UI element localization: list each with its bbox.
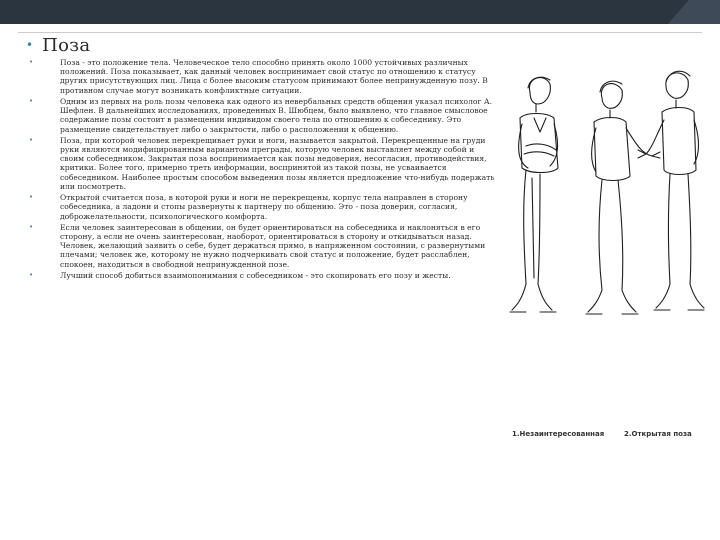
- list-item: [26, 136, 496, 191]
- bullet-icon: •: [29, 135, 34, 144]
- bullet-icon: •: [26, 38, 34, 52]
- figure-open-posture: [586, 81, 660, 314]
- list-item: [26, 58, 496, 95]
- list-item: [26, 97, 496, 134]
- bullet-text: Лучший способ добиться взаимопонимания с собеседником - это скопировать его позу и жесты.: [60, 270, 451, 280]
- posture-drawing: [506, 58, 706, 370]
- top-bar-accent: [668, 0, 720, 24]
- posture-illustration: [506, 58, 706, 438]
- bullet-icon: •: [29, 222, 34, 231]
- list-item: [26, 193, 496, 221]
- bullet-text: Поза - это положение тела. Человеческое тело способно принять около 1000 устойчивых различных положений. Поза показывает, как данный человек воспринимает свой статус по отношению к статусу других присутствующих лиц. Лица с более высоким статусом принимают более непринужденную позу. В противном случае могут возникать конфликтные ситуации.: [60, 58, 488, 95]
- header-rule: [18, 32, 702, 33]
- list-item: [26, 271, 496, 280]
- title-row: [26, 34, 90, 56]
- bullet-icon: •: [29, 58, 34, 66]
- bullet-icon: •: [29, 96, 34, 105]
- bullet-text: Одним из первых на роль позы человека как одного из невербальных средств общения указал психолог А. Шефлен. В дальнейших исследованиях, проведенных В. Шюбцем, было выявлено, что главное смысловое содержание позы состоит в размещении индивидом своего тела по отношению к собеседнику. Это размещение свидетельствует либо о закрытости, либо о расположении к общению.: [60, 96, 493, 134]
- figure-closed-posture: [510, 77, 558, 312]
- bullet-list: [26, 58, 496, 282]
- bullet-text: Открытой считается поза, в которой руки и ноги не перекрещены, корпус тела направлен в сторону собеседника, а ладони и стопы развернуты к партнеру по общению. Это - поза доверия, согласия, доброжелательности, психологического комфорта.: [60, 193, 468, 221]
- bullet-text: Если человек заинтересован в общении, он будет ориентироваться на собеседника и наклоняться в его сторону, а если не очень заинтересован, наоборот, ориентироваться в сторону и откидываться назад. Человек, желающий заявить о себе, будет держаться прямо, в напряженном состоянии, с развернутыми плечами; человек же, которому не нужно подчеркивать свой статус и положение, будет расслаблен, спокоен, находиться в свободной непринужденной позе.: [60, 222, 486, 269]
- caption-right: 2.Открытая поза: [624, 430, 692, 438]
- figure-interested-posture: [638, 71, 704, 310]
- caption-left: 1.Незаинтересованная: [512, 430, 605, 438]
- bullet-icon: •: [29, 270, 34, 279]
- top-bar: [0, 0, 720, 24]
- bullet-icon: •: [29, 193, 34, 202]
- slide-title: Поза: [42, 34, 91, 56]
- bullet-text: Поза, при которой человек перекрещивает руки и ноги, называется закрытой. Перекрещенные на груди руки являются модифицированным вариантом преграды, которую человек выставляет между собой и своим собеседником. Закрытая поза воспринимается как позы недоверия, несогласия, противодействия, критики. Более того, примерно треть информации, воспринятой из такой позы, не усваивается собеседником. Наиболее простым способом выведения позы является предложение что-нибудь подержать или посмотреть.: [60, 135, 495, 191]
- list-item: [26, 223, 496, 269]
